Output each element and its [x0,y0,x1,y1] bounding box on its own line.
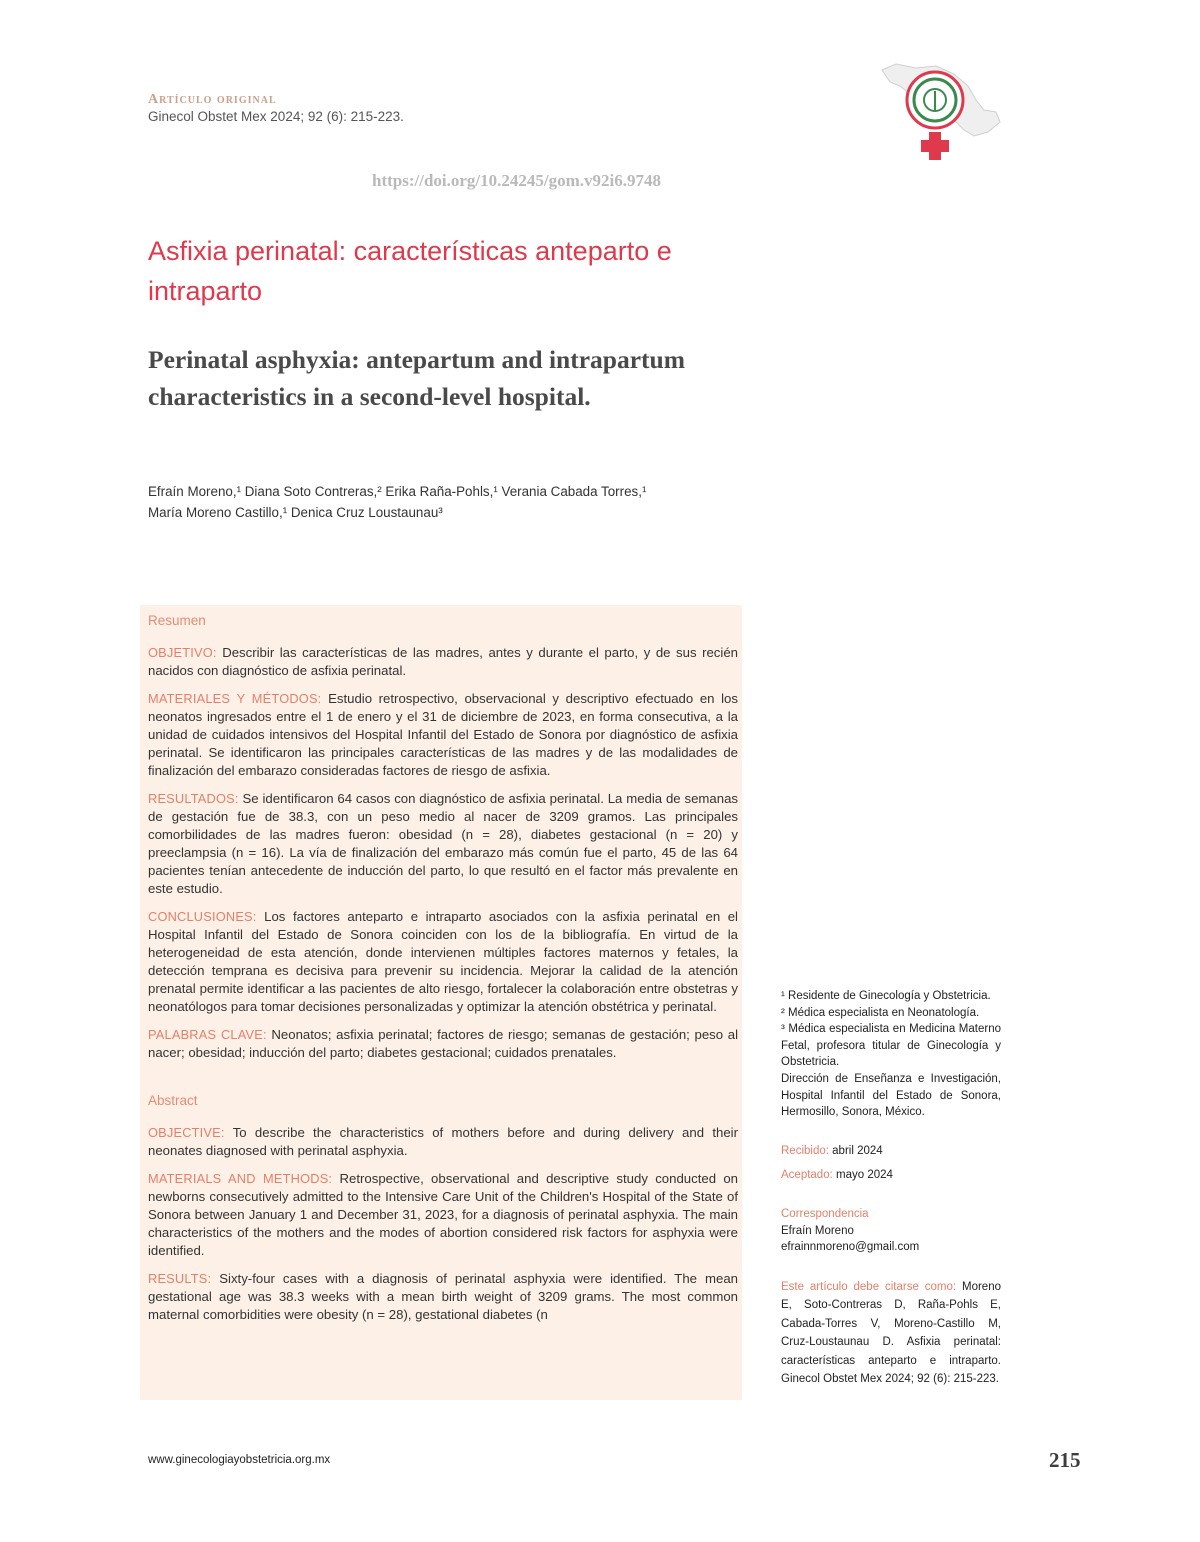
section-text: Los factores anteparto e intraparto asociados con la asfixia perinatal en el Hospital Infantil del Estado de Sonora coinciden con los de la bibliografía. En virtud de la heterogeneidad de esta atención, donde intervienen múltiples factores maternos y fetales, la detección temprana es decisiva para prevenir su incidencia. Mejorar la calidad de la atención prenatal permite identificar a las pacientes de alto riesgo, fortalecer la colaboración entre obstetras y neonatólogos para tomar decisiones personalizadas y optimizar la atención obstétrica y perinatal. [148,909,738,1014]
correspondence-label: Correspondencia [781,1207,869,1220]
affiliation-2: ² Médica especialista en Neonatología. [781,1006,980,1019]
section-label: RESULTADOS: [148,791,239,806]
received-label: Recibido: [781,1144,829,1157]
section-label: PALABRAS CLAVE: [148,1027,267,1042]
accepted-label: Aceptado: [781,1169,833,1182]
abstract-heading: Abstract [148,1093,198,1108]
section-label: RESULTS: [148,1271,212,1286]
affiliation-1: ¹ Residente de Ginecología y Obstetricia. [781,990,991,1002]
cite-as [781,1278,1001,1389]
section-label: OBJETIVO: [148,645,217,660]
author-line-1: Efraín Moreno,¹ Diana Soto Contreras,² Erika Raña-Pohls,¹ Verania Cabada Torres,¹ [148,484,647,499]
author-list [148,481,768,523]
doi-link[interactable]: https://doi.org/10.24245/gom.v92i6.9748 [372,171,662,190]
abstract-box [140,605,742,1400]
cite-text: Moreno E, Soto-Contreras D, Raña-Pohls E, Cabada-Torres V, Moreno-Castillo M, Cruz-Loustaunau D. Asfixia perinatal: características anteparto e intraparto. Ginecol Obstet Mex 2024; 92 (6): 215-223. [781,1280,1001,1386]
journal-website-link[interactable]: www.ginecologiayobstetricia.org.mx [148,1454,331,1466]
section-text: Retrospective, observational and descriptive study conducted on newborns consecutively admitted to the Intensive Care Unit of the Children's Hospital of the State of Sonora between January 1 and December 31, 2023, for a diagnosis of perinatal asphyxia. The main characteristics of the mothers and the modes of abortion considered risk factors for asphyxia were identified. [148,1171,738,1258]
article-title-spanish: Asfixia perinatal: características anteparto e intraparto [148,236,672,306]
section-text: Estudio retrospectivo, observacional y descriptivo efectuado en los neonatos ingresados entre el 1 de enero y el 31 de diciembre de 2023, en forma consecutiva, a la unidad de cuidados intensivos del Hospital Infantil del Estado de Sonora por diagnóstico de asfixia perinatal. Se identificaron las principales características de las madres y de las modalidades de finalización del embarazo consideradas factores de riesgo de asfixia. [148,691,738,778]
resumen-palabras-clave [148,1026,738,1062]
article-title-english: Perinatal asphyxia: antepartum and intrapartum characteristics in a second-level hospital. [148,345,685,411]
section-label: OBJECTIVE: [148,1125,225,1140]
resumen-conclusiones [148,908,738,1016]
article-type-kicker: Artículo original [148,92,277,107]
section-text: Sixty-four cases with a diagnosis of perinatal asphyxia were identified. The mean gestational age was 38.3 weeks with a mean birth weight of 3209 grams. The most common maternal comorbidities were obesity (n = 28), gestational diabetes (n [148,1271,738,1322]
received-date [781,1143,1001,1160]
section-text: Se identificaron 64 casos con diagnóstico de asfixia perinatal. La media de semanas de gestación fue de 38.3, con un peso medio al nacer de 3209 gramos. Las principales comorbilidades de las madres fueron: obesidad (n = 28), diabetes gestacional (n = 20) y preeclampsia (n = 16). La vía de finalización del embarazo más común fue el parto, 45 de las 64 pacientes tenían antecedente de inducción del parto, lo que resultó en el factor más prevalente en este estudio. [148,791,738,896]
journal-citation: Ginecol Obstet Mex 2024; 92 (6): 215-223. [148,109,404,124]
affiliation-4: Dirección de Enseñanza e Investigación, Hospital Infantil del Estado de Sonora, Hermosillo, Sonora, México. [781,1072,1001,1119]
resumen-metodos [148,690,738,780]
section-label: MATERIALES Y MÉTODOS: [148,691,322,706]
section-text: Neonatos; asfixia perinatal; factores de riesgo; semanas de gestación; peso al nacer; obesidad; inducción del parto; diabetes gestacional; cuidados prenatales. [148,1027,739,1060]
affiliation-3: ³ Médica especialista en Medicina Materno Fetal, profesora titular de Ginecología y Obstetricia. [781,1023,1001,1069]
author-line-2: María Moreno Castillo,¹ Denica Cruz Loustaunau³ [148,505,443,520]
resumen-heading: Resumen [148,613,206,628]
abstract-results [148,1270,738,1324]
abstract-objective [148,1124,738,1160]
section-label: MATERIALS AND METHODS: [148,1171,333,1186]
accepted-date [781,1167,1001,1184]
page-number: 215 [1049,1448,1081,1472]
article-sidebar [781,988,1001,1389]
cite-label: Este artículo debe citarse como: [781,1280,957,1293]
resumen-resultados [148,790,738,898]
received-value: abril 2024 [832,1144,883,1157]
abstract-methods [148,1170,738,1260]
section-text: To describe the characteristics of mothers before and during delivery and their neonates diagnosed with perinatal asphyxia. [148,1125,738,1158]
correspondence-email[interactable]: efrainnmoreno@gmail.com [781,1241,920,1254]
accepted-value: mayo 2024 [836,1169,893,1182]
section-text: Describir las características de las madres, antes y durante el parto, y de sus recién nacidos con diagnóstico de asfixia perinatal. [148,645,738,678]
correspondence-name: Efraín Moreno [781,1224,854,1237]
resumen-objetivo [148,644,738,680]
mexico-map-female-symbol-logo [876,52,1004,164]
section-label: CONCLUSIONES: [148,909,257,924]
